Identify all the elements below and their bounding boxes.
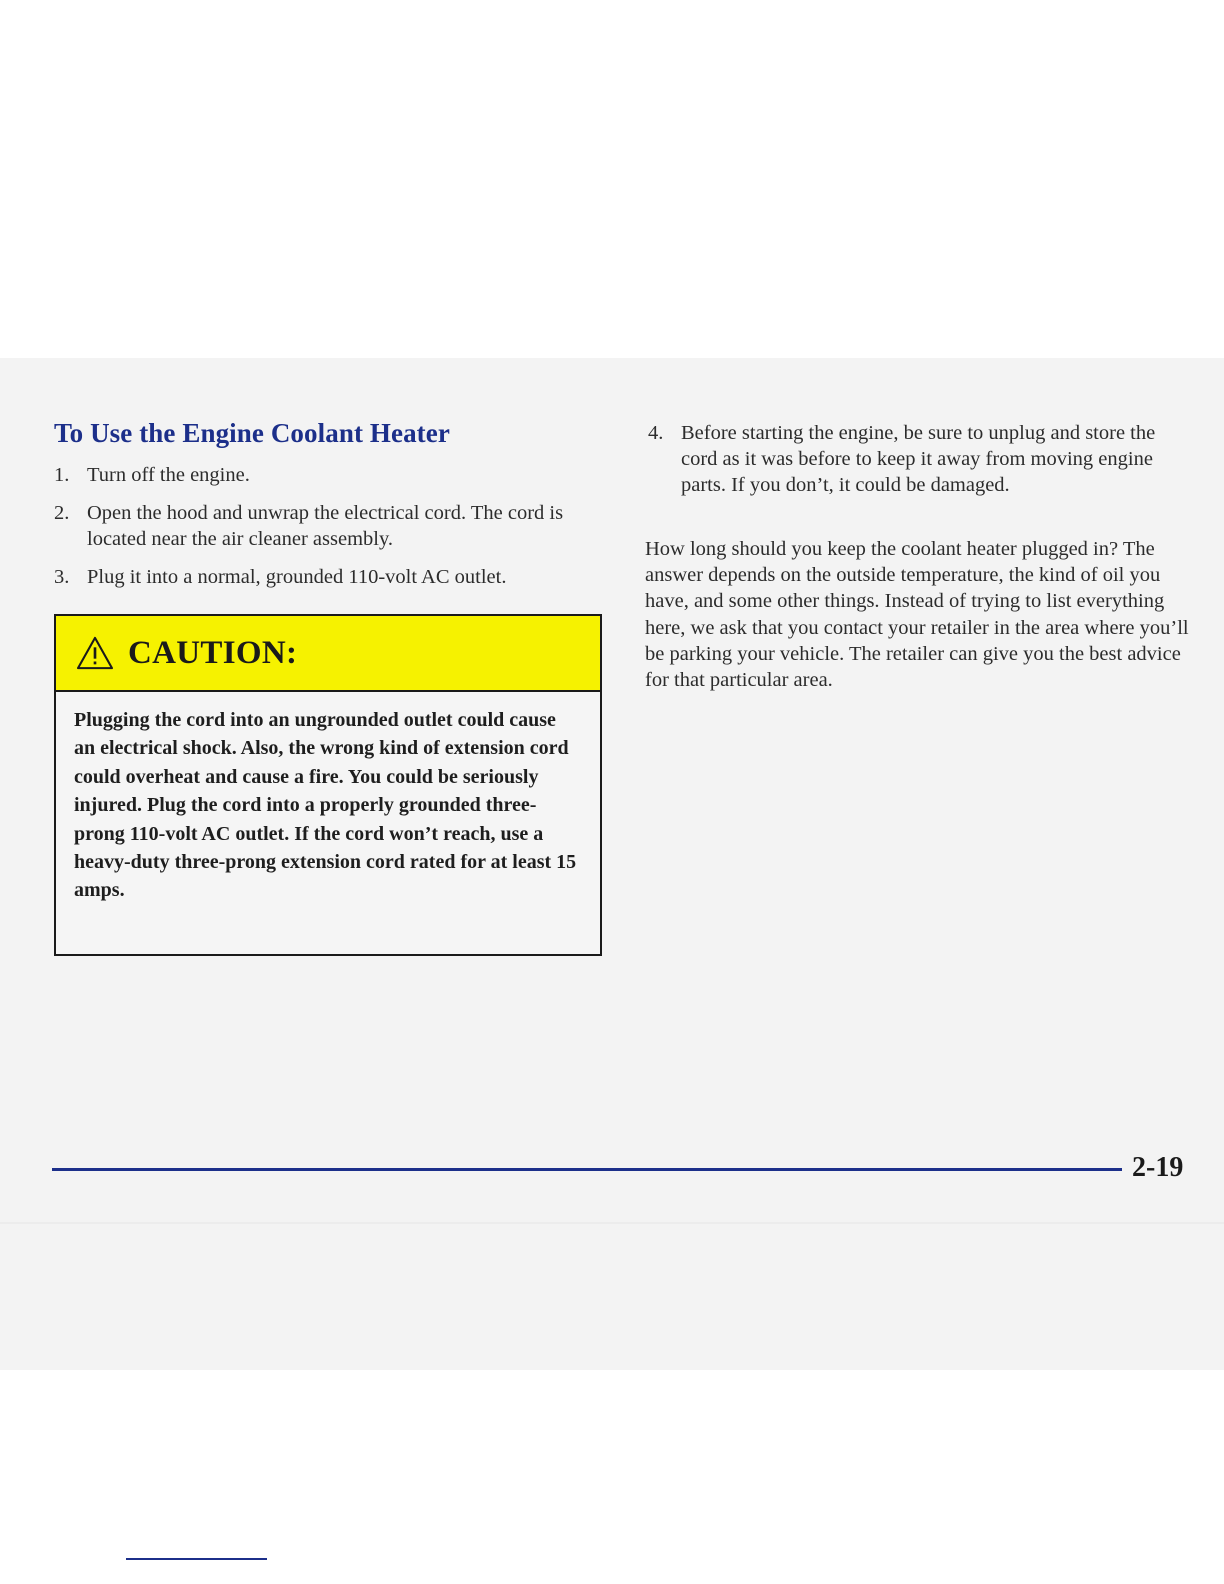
step-number: 1.	[54, 464, 70, 486]
section-title: To Use the Engine Coolant Heater	[54, 418, 450, 448]
body-paragraph: How long should you keep the coolant heater plugged in? The answer depends on the outside temperature, the kind of oil you have, and some other things. Instead of trying to list everything here, we ask that you contact your retailer in the area where you’ll be parking your vehicle. The retailer can give you the best advice for that particular area.	[645, 538, 1189, 692]
warning-triangle-icon	[76, 636, 114, 670]
caution-header	[56, 616, 600, 692]
band-divider	[0, 1222, 1224, 1224]
steps-list-right	[648, 420, 1168, 510]
caution-text: Plugging the cord into an ungrounded outlet could cause an electrical shock. Also, the wrong kind of extension cord could overheat and cause a fire. You could be seriously injured. Plug the cord into a properly grounded three-prong 110-volt AC outlet. If the cord won’t reach, use a heavy-duty three-prong extension cord rated for at least 15 amps.	[74, 709, 577, 902]
step-text: Turn off the engine.	[87, 464, 250, 486]
list-item	[54, 462, 614, 488]
list-item	[648, 420, 1168, 498]
step-number: 2.	[54, 502, 70, 524]
list-item	[54, 564, 614, 590]
bottom-rule-mark	[126, 1558, 267, 1560]
caution-label: CAUTION:	[128, 634, 298, 671]
step-text: Before starting the engine, be sure to unplug and store the cord as it was before to keep it away from moving engine parts. If you don’t, it could be damaged.	[681, 422, 1156, 496]
steps-list-left	[54, 462, 614, 602]
caution-box	[54, 614, 602, 956]
list-item	[54, 500, 614, 552]
page-number: 2-19	[1132, 1152, 1184, 1183]
step-text: Plug it into a normal, grounded 110-volt AC outlet.	[87, 566, 507, 588]
step-text: Open the hood and unwrap the electrical cord. The cord is located near the air cleaner assembly.	[87, 502, 564, 550]
step-number: 4.	[648, 422, 664, 444]
footer-rule	[52, 1168, 1122, 1171]
step-number: 3.	[54, 566, 70, 588]
